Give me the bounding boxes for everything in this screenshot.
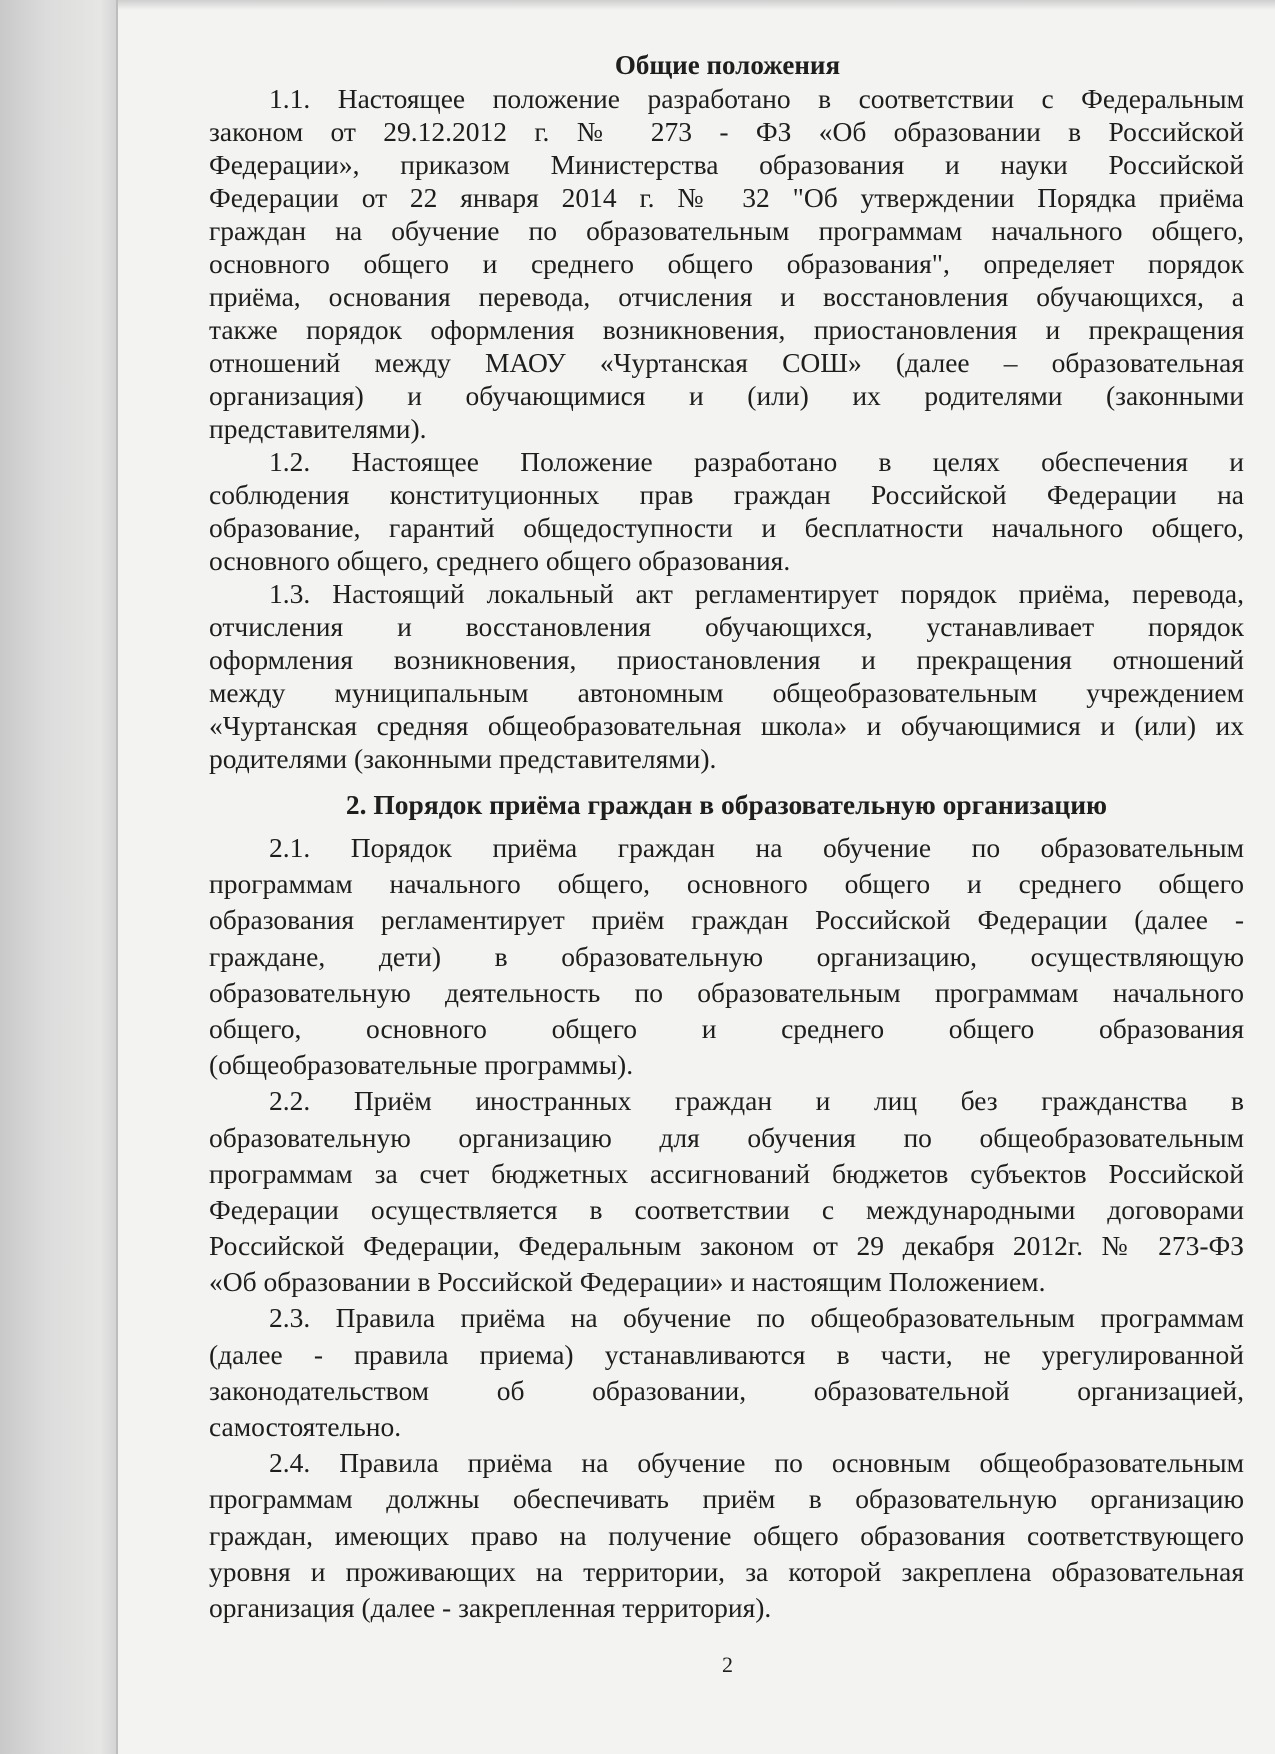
text-line: родителями (законными представителями).: [209, 743, 717, 774]
text-line: Федерации осуществляется в соответствии с международными договорами: [209, 1193, 1244, 1225]
paragraph: [209, 445, 1244, 577]
text-line: представителями).: [209, 413, 427, 444]
paragraph: [209, 1083, 1244, 1300]
text-line: 1.3. Настоящий локальный акт регламентирует порядок приёма, перевода,: [269, 578, 1244, 609]
text-line: 1.2. Настоящее Положение разработано в целях обеспечения и: [269, 446, 1244, 477]
text-line: 2.4. Правила приёма на обучение по основным общеобразовательным: [269, 1447, 1244, 1479]
text-line: между муниципальным автономным общеобразовательным учреждением: [209, 677, 1244, 708]
text-line: программам должны обеспечивать приём в образовательную организацию: [209, 1483, 1244, 1515]
paragraph: [209, 1445, 1244, 1626]
text-line: 1.1. Настоящее положение разработано в соответствии с Федеральным: [269, 83, 1244, 114]
text-line: «Об образовании в Российской Федерации» и настоящим Положением.: [209, 1266, 1046, 1298]
text-line: также порядок оформления возникновения, приостановления и прекращения: [209, 314, 1244, 345]
text-line: «Чуртанская средняя общеобразовательная школа» и обучающимися и (или) их: [209, 710, 1244, 741]
text-line: программам начального общего, основного общего и среднего общего: [209, 868, 1244, 900]
text-line: уровня и проживающих на территории, за которой закреплена образовательная: [209, 1555, 1244, 1587]
scan-top-shadow: [0, 0, 1275, 10]
text-line: граждан, имеющих право на получение общего образования соответствующего: [209, 1519, 1244, 1551]
text-line: законодательством об образовании, образовательной организацией,: [209, 1374, 1244, 1406]
text-line: законом от 29.12.2012 г. № 273 - ФЗ «Об образовании в Российской: [209, 116, 1244, 147]
text-line: основного общего, среднего общего образования.: [209, 545, 791, 576]
text-line: соблюдения конституционных прав граждан Российской Федерации на: [209, 479, 1244, 510]
text-line: организация) и обучающимися и (или) их родителями (законными: [209, 380, 1244, 411]
text-line: программам за счет бюджетных ассигнований бюджетов субъектов Российской: [209, 1157, 1244, 1189]
text-line: 2.3. Правила приёма на обучение по общеобразовательным программам: [269, 1302, 1244, 1334]
paragraph: [209, 82, 1244, 445]
text-line: образовательную деятельность по образовательным программам начального: [209, 976, 1244, 1008]
paragraph: [209, 1300, 1244, 1445]
text-line: оформления возникновения, приостановления и прекращения отношений: [209, 644, 1244, 675]
paragraph: [209, 577, 1244, 775]
text-line: граждане, дети) в образовательную организацию, осуществляющую: [209, 940, 1244, 972]
text-line: отчисления и восстановления обучающихся, устанавливает порядок: [209, 611, 1244, 642]
page-number: 2: [722, 1652, 733, 1677]
text-line: образования регламентирует приём граждан Российской Федерации (далее -: [209, 904, 1244, 936]
scan-binding-shadow: [0, 0, 118, 1754]
text-line: Федерации от 22 января 2014 г. № 32 "Об утверждении Порядка приёма: [209, 182, 1244, 213]
text-line: отношений между МАОУ «Чуртанская СОШ» (далее – образовательная: [209, 347, 1244, 378]
text-line: (далее - правила приема) устанавливаются в части, не урегулированной: [209, 1338, 1244, 1370]
text-line: самостоятельно.: [209, 1411, 402, 1442]
text-line: организация (далее - закрепленная территория).: [209, 1591, 772, 1623]
text-line: общего, основного общего и среднего общего образования: [209, 1012, 1244, 1044]
page-edge: [116, 0, 118, 1754]
text-line: 2.1. Порядок приёма граждан на обучение по образовательным: [269, 832, 1244, 863]
text-line: образование, гарантий общедоступности и бесплатности начального общего,: [209, 512, 1244, 543]
section-admission: [209, 830, 1244, 1626]
text-line: основного общего и среднего общего образования", определяет порядок: [209, 248, 1244, 279]
text-line: 2.2. Приём иностранных граждан и лиц без гражданства в: [269, 1085, 1244, 1117]
text-line: приёма, основания перевода, отчисления и восстановления обучающихся, а: [209, 281, 1244, 312]
text-line: Российской Федерации, Федеральным законом от 29 декабря 2012г. № 273-ФЗ: [209, 1230, 1244, 1262]
text-line: Федерации», приказом Министерства образования и науки Российской: [209, 149, 1244, 180]
text-line: граждан на обучение по образовательным программам начального общего,: [209, 215, 1244, 246]
text-line: образовательную организацию для обучения по общеобразовательным: [209, 1121, 1244, 1153]
section-heading-admission: 2. Порядок приёма граждан в образовательную организацию: [345, 789, 1108, 820]
section-general-provisions: [209, 82, 1244, 775]
section-title-general: Общие положения: [614, 50, 841, 80]
paragraph: [209, 830, 1244, 1083]
text-line: (общеобразовательные программы).: [209, 1049, 634, 1081]
